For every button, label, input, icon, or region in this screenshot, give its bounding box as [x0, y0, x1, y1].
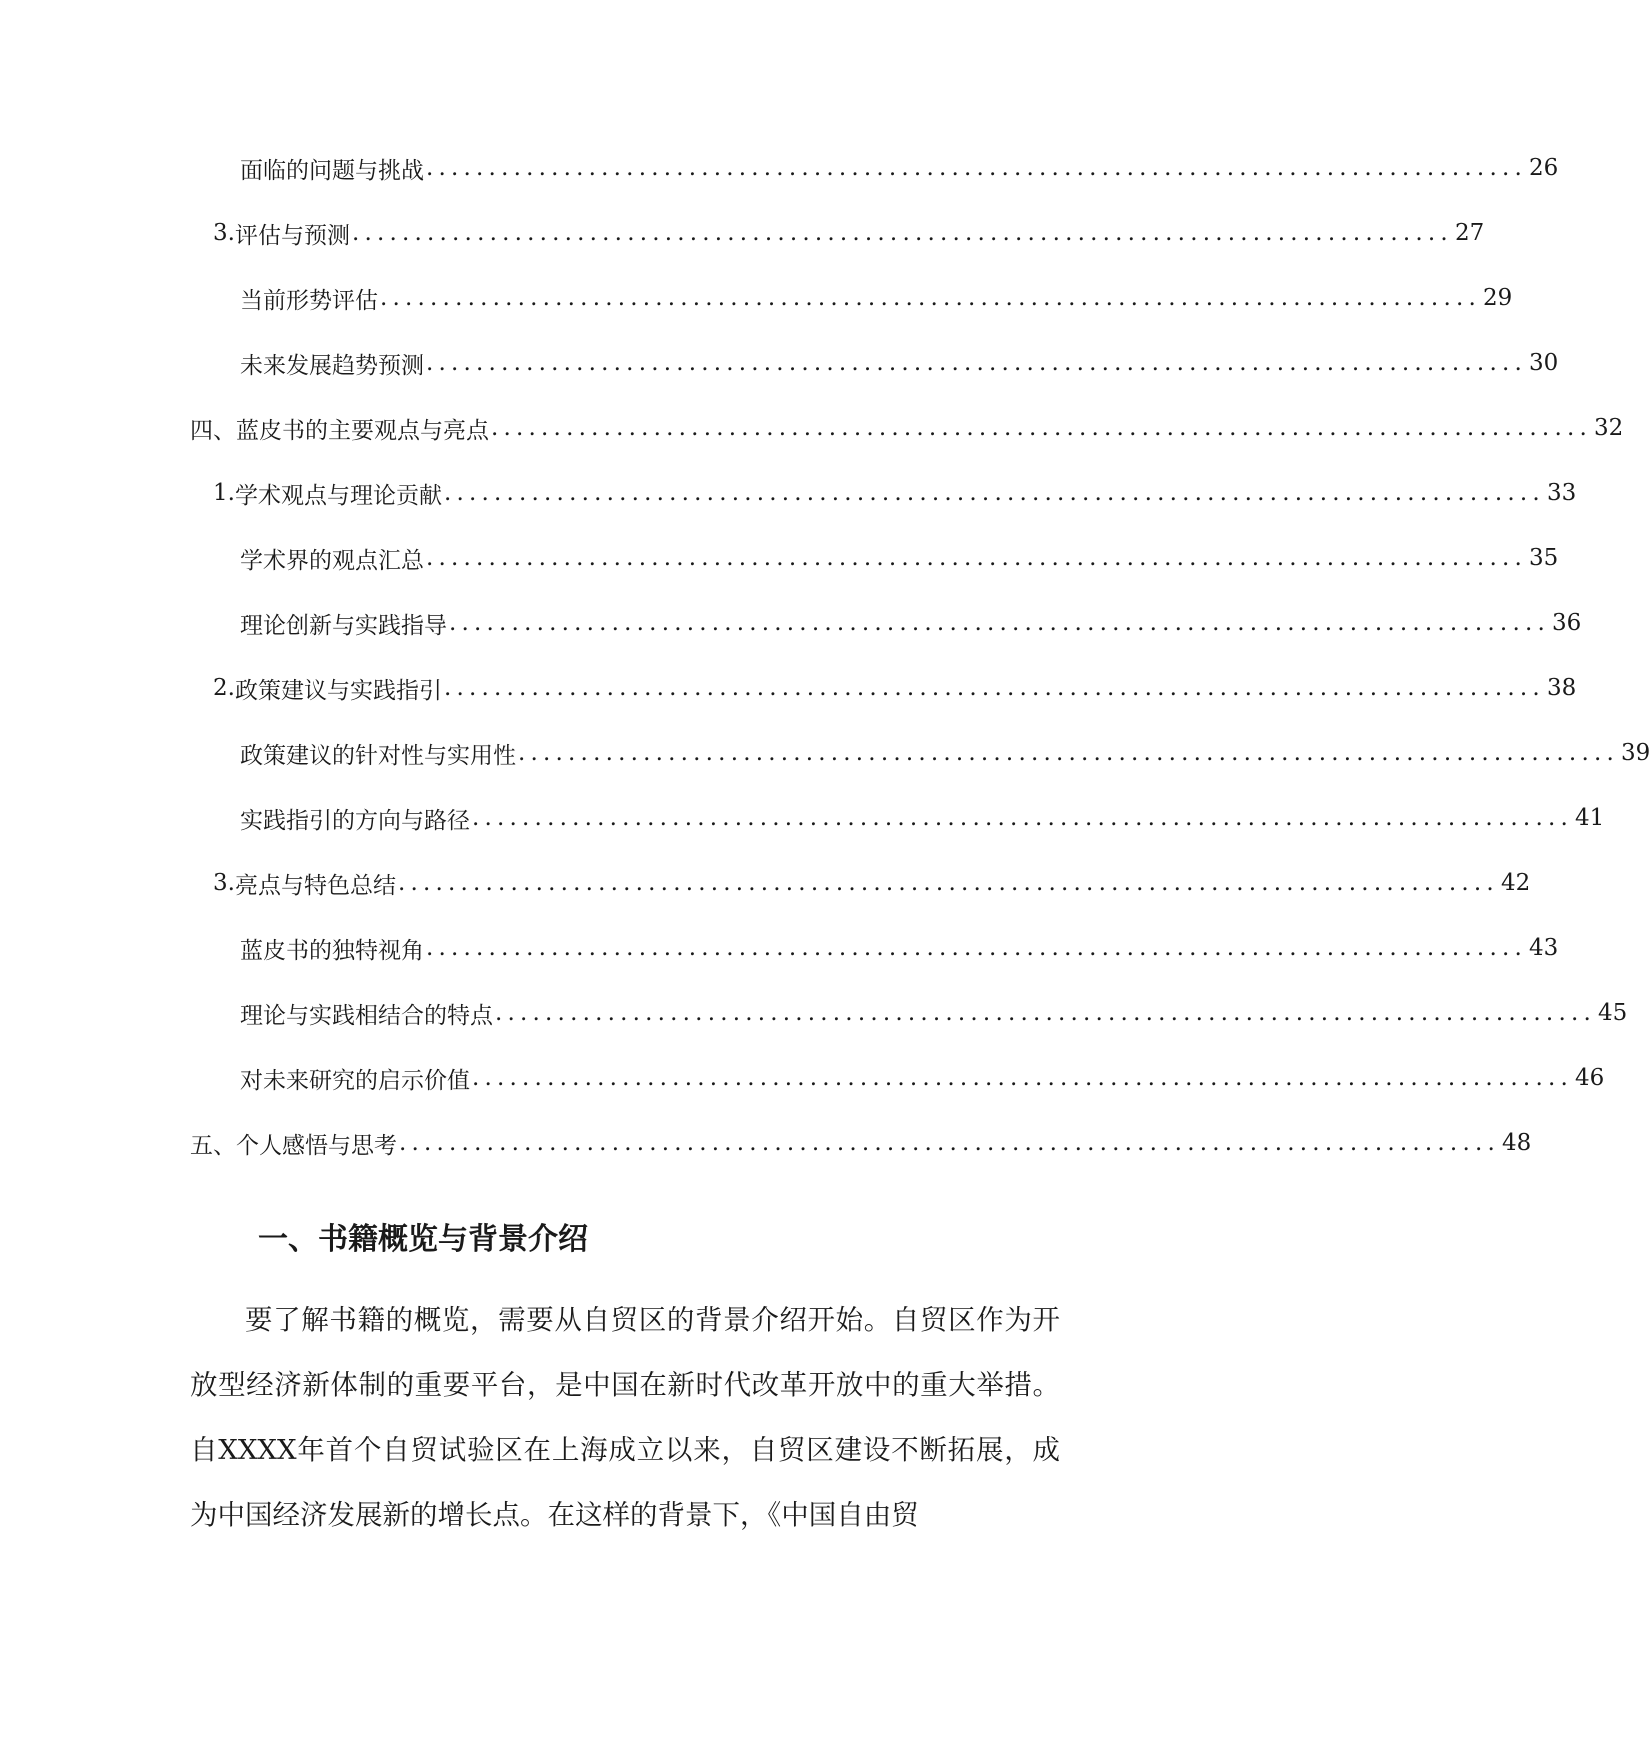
section-heading: 一、书籍概览与背景介绍 [258, 1222, 588, 1257]
toc-entry[interactable] [240, 343, 1559, 383]
toc-entry-title: 政策建议的针对性与实用性 [240, 742, 516, 769]
toc-entry-number: 3. [213, 870, 235, 896]
toc-page-number: 39 [1620, 740, 1650, 766]
toc-leader-dots: ........................................................................................ [426, 350, 1527, 376]
toc-entry[interactable] [240, 733, 1650, 773]
body-paragraph: 要了解书籍的概览，需要从自贸区的背景介绍开始。自贸区作为开放型经济新体制的重要平台，是中国在新时代改革开放中的重大举措。自XXXX年首个自贸试验区在上海成立以来，自贸区建设不断拓展，成为中国经济发展新的增长点。在这样的背景下，《中国自由贸 [190, 1304, 1060, 1531]
toc-entry-title: 未来发展趋势预测 [240, 352, 424, 379]
toc-entry-title: 对未来研究的启示价值 [240, 1067, 470, 1094]
toc-page-number: 38 [1546, 675, 1577, 701]
toc-leader-dots: ........................................................................................ [426, 545, 1527, 571]
toc-page-number: 45 [1597, 1000, 1628, 1026]
toc-leader-dots: ........................................................................................ [443, 480, 1545, 506]
toc-entry-title: 理论与实践相结合的特点 [240, 1002, 493, 1029]
toc-entry[interactable] [240, 148, 1559, 188]
toc-leader-dots: ........................................................................................ [426, 935, 1527, 961]
toc-entry-title: 亮点与特色总结 [234, 872, 396, 899]
toc-entry-title: 实践指引的方向与路径 [240, 807, 470, 834]
toc-page-number: 36 [1551, 610, 1582, 636]
toc-page-number: 35 [1528, 545, 1559, 571]
toc-entry-title: 学术界的观点汇总 [240, 547, 424, 574]
toc-entry-title: 评估与预测 [234, 222, 350, 249]
toc-leader-dots: ........................................................................................ [351, 220, 1453, 246]
toc-page-number: 32 [1593, 415, 1624, 441]
toc-leader-dots: ........................................................................................ [518, 740, 1619, 766]
toc-leader-dots: ........................................................................................ [495, 1000, 1596, 1026]
toc-entry[interactable] [213, 473, 1577, 513]
toc-page-number: 41 [1574, 805, 1605, 831]
toc-entry[interactable] [213, 668, 1577, 708]
toc-entry[interactable] [240, 538, 1559, 578]
toc-entry-title: 学术观点与理论贡献 [234, 482, 442, 509]
toc-entry-title: 五、个人感悟与思考 [190, 1132, 397, 1159]
toc-page-number: 43 [1528, 935, 1559, 961]
toc-leader-dots: ........................................................................................ [472, 805, 1573, 831]
toc-entry[interactable] [213, 863, 1531, 903]
toc-entry-title: 面临的问题与挑战 [240, 157, 424, 184]
toc-page-number: 26 [1528, 155, 1559, 181]
toc-entry-title: 理论创新与实践指导 [240, 612, 447, 639]
toc-page-number: 46 [1574, 1065, 1605, 1091]
toc-page-number: 33 [1546, 480, 1577, 506]
toc-entry[interactable] [240, 603, 1582, 643]
toc-entry[interactable] [240, 928, 1559, 968]
toc-entry[interactable] [240, 993, 1628, 1033]
toc-leader-dots: ........................................................................................ [443, 675, 1545, 701]
toc-entry-title: 四、蓝皮书的主要观点与亮点 [190, 417, 489, 444]
toc-page-number: 27 [1454, 220, 1485, 246]
toc-page-number: 30 [1528, 350, 1559, 376]
toc-entry-number: 3. [213, 220, 235, 246]
toc-leader-dots: ........................................................................................ [472, 1065, 1573, 1091]
toc-leader-dots: ........................................................................................ [449, 610, 1550, 636]
toc-entry-number: 1. [213, 480, 235, 506]
toc-page-number: 48 [1501, 1130, 1532, 1156]
toc-entry[interactable] [240, 798, 1605, 838]
toc-entry-number: 2. [213, 675, 235, 701]
toc-leader-dots: ........................................................................................ [397, 870, 1499, 896]
toc-page-number: 29 [1482, 285, 1513, 311]
toc-entry[interactable] [190, 1123, 1532, 1163]
toc-entry[interactable] [240, 1058, 1605, 1098]
toc-leader-dots: ........................................................................................ [426, 155, 1527, 181]
toc-leader-dots: ........................................................................................ [380, 285, 1481, 311]
toc-entry-title: 蓝皮书的独特视角 [240, 937, 424, 964]
toc-entry[interactable] [240, 278, 1513, 318]
toc-entry[interactable] [190, 408, 1624, 448]
toc-entry-title: 政策建议与实践指引 [234, 677, 442, 704]
toc-entry-title: 当前形势评估 [240, 287, 378, 314]
toc-page-number: 42 [1500, 870, 1531, 896]
toc-entry[interactable] [213, 213, 1485, 253]
toc-leader-dots: ........................................................................................ [491, 415, 1592, 441]
toc-leader-dots: ........................................................................................ [399, 1130, 1500, 1156]
